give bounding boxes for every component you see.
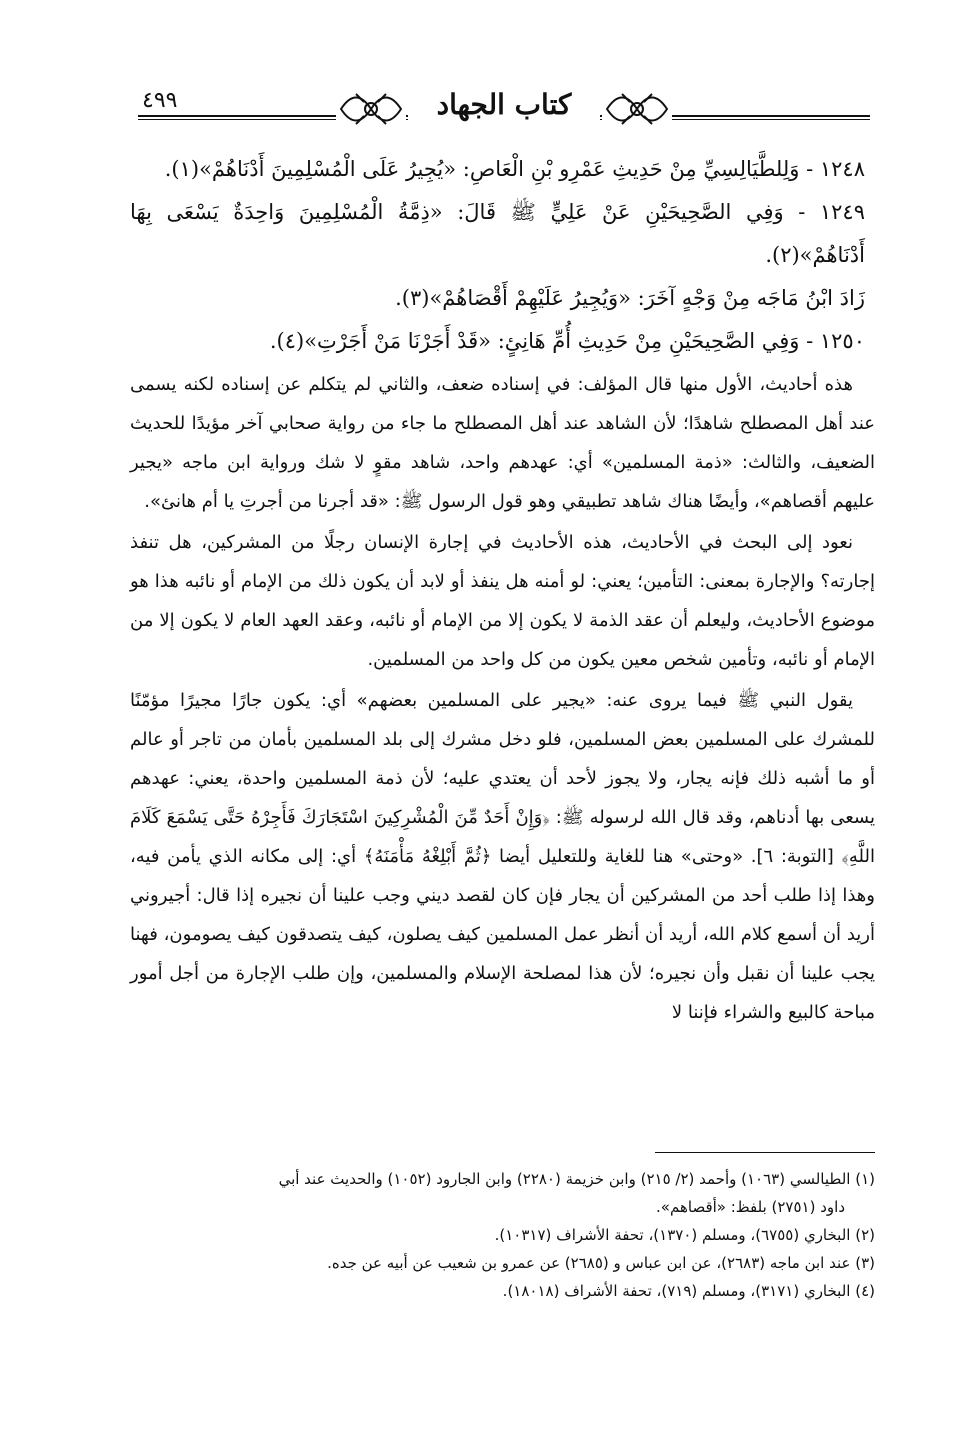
footnote-1-continued: داود (٢٧٥١) بلفظ: «أقصاهم».: [656, 1198, 845, 1216]
hadith-1249: ١٢٤٩ - وَفِي الصَّحِيحَيْنِ عَنْ عَلِيٍّ ﷺ قَالَ: «ذِمَّةُ الْمُسْلِمِينَ وَاحِدَةٌ يَسْعَى بِهَا أَدْنَاهُمْ»(٢).: [130, 200, 865, 267]
footnote-2: (٢) البخاري (٦٧٥٥)، ومسلم (١٣٧٠)، تحفة الأشراف (١٠٣١٧).: [494, 1226, 875, 1244]
footnote-4: (٤) البخاري (٣١٧١)، ومسلم (٧١٩)، تحفة الأشراف (١٨٠١٨).: [502, 1282, 875, 1300]
body-text: [130, 148, 875, 1032]
footnote-divider: [655, 1152, 875, 1153]
footnotes: [130, 1165, 875, 1305]
title-frame: [336, 84, 672, 134]
right-ornament-icon: [602, 84, 672, 134]
commentary-paragraph: نعود إلى البحث في الأحاديث، هذه الأحاديث في إجارة الإنسان رجلًا من المشركين، هل تنفذ إجارته؟ والإجارة بمعنى: التأمين؛ يعني: لو أمنه هل ينفذ أو لابد أن يكون ذلك من الإمام أو نائبه هذا هو موضوع الأحاديث، وليعلم أن عقد الذمة لا يكون إلا من الإمام أو نائبه، وعقد العهد العام لا يكون إلا من الإمام أو نائبه، وتأمين شخص معين يكون من كل واحد من المسلمين.: [130, 532, 875, 670]
hadith-1249-addition: زَادَ ابْنُ مَاجَه مِنْ وَجْهٍ آخَرَ: «وَيُجِيرُ عَلَيْهِمْ أَقْصَاهُمْ»(٣).: [395, 286, 865, 310]
hadith-1248: ١٢٤٨ - وَلِلطَّيَالِسِيِّ مِنْ حَدِيثِ عَمْرِو بْنِ الْعَاصِ: «يُجِيرُ عَلَى الْمُسْلِمِينَ أَدْنَاهُمْ»(١).: [164, 157, 865, 181]
footnote-1: (١) الطيالسي (١٠٦٣) وأحمد (٢/ ٢١٥) وابن خزيمة (٢٢٨٠) وابن الجارود (١٠٥٢) والحديث عند أبي: [278, 1170, 875, 1188]
hadith-1250: ١٢٥٠ - وَفِي الصَّحِيحَيْنِ مِنْ حَدِيثِ أُمِّ هَانِئٍ: «قَدْ أَجَرْنَا مَنْ أَجَرْتِ»(٤).: [269, 329, 865, 353]
commentary-paragraph: يقول النبي ﷺ فيما يروى عنه: «يجير على المسلمين بعضهم» أي: يكون جارًا مجيرًا مؤمّنًا للمشرك على المسلمين بعض المسلمين، فلو دخل مشرك إلى بلد المسلمين بأمان من تاجر أو عالم أو ما أشبه ذلك فإنه يجار، ولا يجوز لأحد أن يعتدي عليه؛ لأن ذمة المسلمين واحدة، يعني: عهدهم يسعى بها أدناهم، وقد قال الله لرسوله ﷺ: ﴿وَإِنْ أَحَدٌ مِّنَ الْمُشْرِكِينَ اسْتَجَارَكَ فَأَجِرْهُ حَتَّى يَسْمَعَ كَلَامَ اللَّهِ﴾ [التوبة: ٦]. «وحتى» هنا للغاية وللتعليل أيضا ﴿ثُمَّ أَبْلِغْهُ مَأْمَنَهُ﴾ أي: إلى مكانه الذي يأمن فيه، وهذا إذا طلب أحد من المشركين أن يجار فإن كان لقصد ديني وجب علينا أن نجيره إذا قال: أجيروني أريد أن أسمع كلام الله، أريد أن أنظر عمل المسلمين كيف يصلون، كيف يتصدقون كيف يصومون، فهنا يجب علينا أن نقبل وأن نجيره؛ لأن هذا لمصلحة الإسلام والمسلمين، وإن طلب الإجارة من أجل أمور مباحة كالبيع والشراء فإننا لا: [130, 690, 875, 1023]
left-ornament-icon: [336, 84, 406, 134]
book-title: كتاب الجهاد: [408, 88, 600, 121]
footnote-3: (٣) عند ابن ماجه (٢٦٨٣)، عن ابن عباس و (٢٦٨٥) عن عمرو بن شعيب عن أبيه عن جده.: [327, 1254, 875, 1272]
page-header: [138, 82, 870, 138]
page-number: ٤٩٩: [138, 88, 181, 113]
commentary-paragraph: هذه أحاديث، الأول منها قال المؤلف: في إسناده ضعف، والثاني لم يتكلم عن إسناده لكنه يسمى عند أهل المصطلح شاهدًا؛ لأن الشاهد عند أهل المصطلح ما جاء من رواية صحابي آخر مؤيدًا للحديث الضعيف، والثالث: «ذمة المسلمين» أي: عهدهم واحد، شاهد مقوٍ لا شك ورواية ابن ماجه «يجير عليهم أقصاهم»، وأيضًا هناك شاهد تطبيقي وهو قول الرسول ﷺ: «قد أجرنا من أجرتِ يا أم هانئ».: [130, 374, 875, 512]
